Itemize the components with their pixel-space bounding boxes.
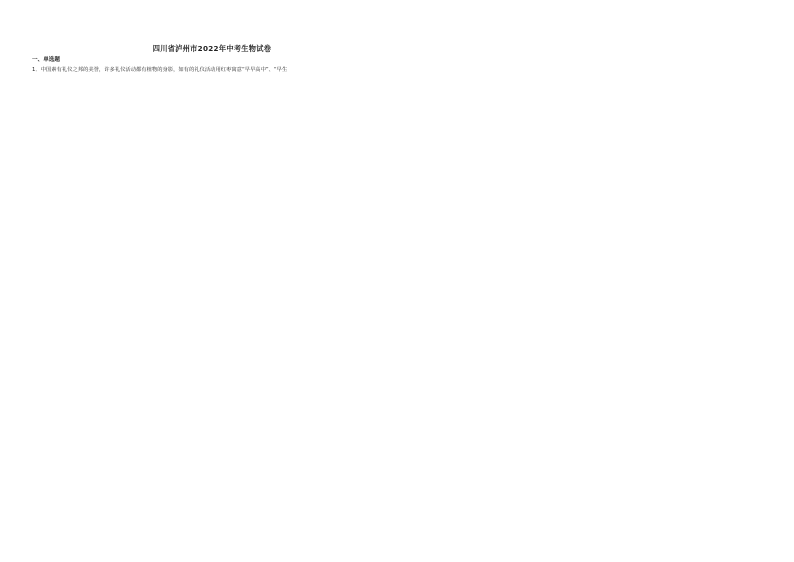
document-title: 四川省泸州市2022年中考生物试卷 bbox=[152, 44, 272, 53]
left-column bbox=[32, 0, 392, 562]
left-text-body bbox=[32, 66, 392, 76]
section-heading: 一、单选题 bbox=[32, 57, 60, 63]
right-column bbox=[404, 0, 764, 562]
text-line: 1．中国素有礼仪之邦的美誉，许多礼仪活动都有植物的身影，如有的礼仪活动用红枣寓意“早早高中”、“早生 bbox=[32, 66, 288, 73]
